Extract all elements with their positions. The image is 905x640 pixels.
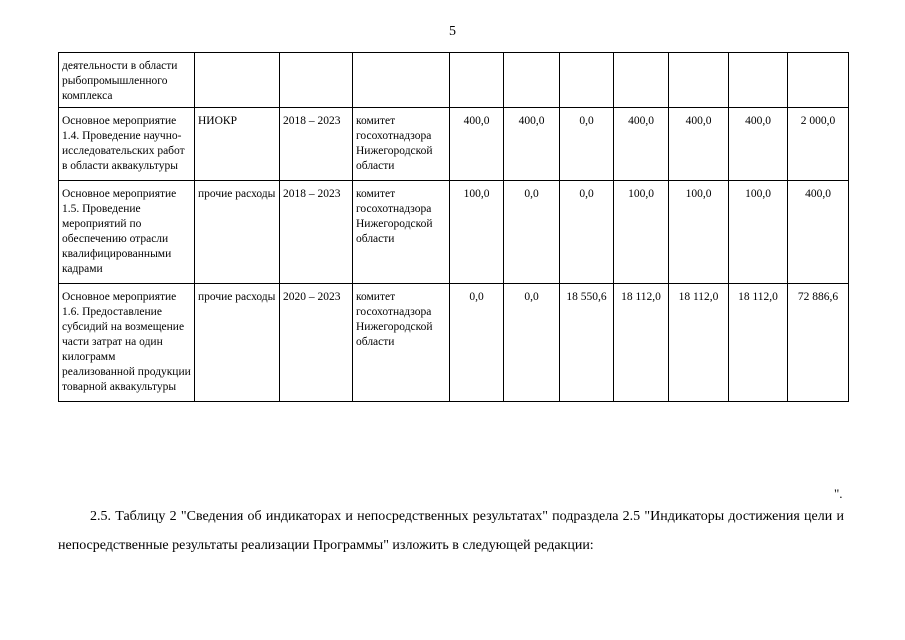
expense-type-cell — [195, 53, 280, 108]
amount-cell: 400,0 — [669, 108, 729, 181]
total-cell — [788, 53, 849, 108]
amount-cell — [560, 53, 614, 108]
amount-cell — [504, 53, 560, 108]
amendment-paragraph: 2.5. Таблицу 2 "Сведения об индикаторах и непосредственных результатах" подраздела 2.5 "Индикаторы достижения цели и непосредственные результаты реализации Программы" изложить в следующей редакции: — [58, 509, 844, 553]
period-cell: 2018 – 2023 — [280, 181, 353, 284]
expense-type-cell: прочие расходы — [195, 181, 280, 284]
amount-cell — [669, 53, 729, 108]
amount-cell: 100,0 — [669, 181, 729, 284]
amount-cell — [450, 53, 504, 108]
program-events-table — [58, 52, 849, 402]
table-row — [59, 108, 849, 181]
period-cell — [280, 53, 353, 108]
executor-cell: комитет госохотнадзора Нижегородской области — [353, 108, 450, 181]
total-cell: 2 000,0 — [788, 108, 849, 181]
expense-type-cell: прочие расходы — [195, 284, 280, 402]
amount-cell: 18 112,0 — [614, 284, 669, 402]
expense-type-cell: НИОКР — [195, 108, 280, 181]
event-name-cell: Основное мероприятие 1.5. Проведение мероприятий по обеспечению отрасли квалифицированными кадрами — [59, 181, 195, 284]
amount-cell: 100,0 — [614, 181, 669, 284]
period-cell: 2020 – 2023 — [280, 284, 353, 402]
amount-cell: 400,0 — [729, 108, 788, 181]
amount-cell: 0,0 — [450, 284, 504, 402]
amount-cell: 100,0 — [450, 181, 504, 284]
amount-cell: 0,0 — [504, 284, 560, 402]
amount-cell: 18 112,0 — [729, 284, 788, 402]
period-cell: 2018 – 2023 — [280, 108, 353, 181]
amount-cell: 400,0 — [614, 108, 669, 181]
amount-cell: 400,0 — [450, 108, 504, 181]
amount-cell: 0,0 — [560, 181, 614, 284]
amount-cell: 0,0 — [560, 108, 614, 181]
amount-cell: 0,0 — [504, 181, 560, 284]
page-number: 5 — [449, 24, 456, 39]
event-name-cell: Основное мероприятие 1.4. Проведение научно-исследовательских работ в области аквакультуры — [59, 108, 195, 181]
closing-quote: ". — [834, 486, 843, 501]
executor-cell: комитет госохотнадзора Нижегородской области — [353, 181, 450, 284]
event-name-cell: деятельности в области рыбопромышленного комплекса — [59, 53, 195, 108]
amount-cell: 18 112,0 — [669, 284, 729, 402]
amount-cell — [729, 53, 788, 108]
amount-cell: 100,0 — [729, 181, 788, 284]
amount-cell — [614, 53, 669, 108]
amount-cell: 400,0 — [504, 108, 560, 181]
executor-cell: комитет госохотнадзора Нижегородской области — [353, 284, 450, 402]
table-row — [59, 181, 849, 284]
table-row — [59, 284, 849, 402]
event-name-cell: Основное мероприятие 1.6. Предоставление субсидий на возмещение части затрат на один килограмм реализованной продукции товарной аквакультуры — [59, 284, 195, 402]
total-cell: 400,0 — [788, 181, 849, 284]
executor-cell — [353, 53, 450, 108]
total-cell: 72 886,6 — [788, 284, 849, 402]
amount-cell: 18 550,6 — [560, 284, 614, 402]
table-row — [59, 53, 849, 108]
